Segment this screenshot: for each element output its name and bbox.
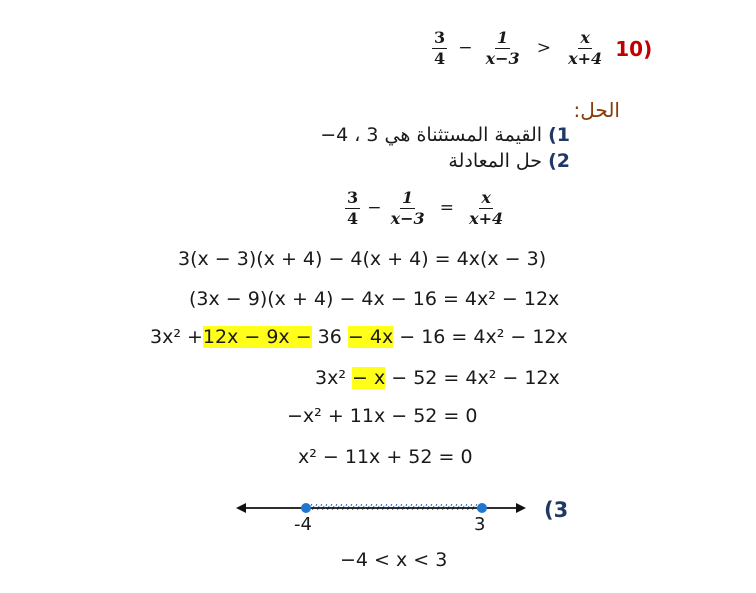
step-2 [448, 150, 570, 172]
step-1-text: القيمة المستثناة هي 3 ، 4− [320, 124, 543, 146]
minus-sign: − [458, 38, 473, 58]
step-2-number: 2) [548, 150, 570, 172]
line3-part-3: 36 [311, 326, 348, 348]
step-3-number: (3 [544, 498, 569, 522]
final-answer: −4 < x < 3 [340, 549, 448, 571]
algebra-line-2: (3x − 9)(x + 4) − 4x − 16 = 4x² − 12x [189, 288, 560, 310]
algebra-line-6: x² − 11x + 52 = 0 [298, 446, 473, 468]
line4-part-3: − 52 = 4x² − 12x [385, 367, 560, 389]
fraction-1-x-3: $\frac{1}{x-3}$ [485, 28, 520, 68]
eq-fraction-x-x4: $\frac{x}{x+4}$ [469, 188, 504, 228]
line3-part-5: − 16 = 4x² − 12x [393, 326, 568, 348]
number-line-left-label: -4 [294, 514, 312, 535]
number-line-right-label: 3 [474, 514, 486, 535]
greater-than-sign: > [536, 38, 551, 58]
right-arrow-icon [516, 503, 526, 513]
algebra-line-5: −x² + 11x − 52 = 0 [287, 405, 478, 427]
problem-number: 10) [615, 36, 653, 61]
line3-highlight-2: − 4x [347, 326, 394, 348]
line3-highlight-1: 12x − 9x − [202, 326, 312, 348]
fraction-x-x4: $\frac{x}{x+4}$ [568, 28, 603, 68]
algebra-line-4 [315, 367, 560, 389]
line3-part-1: 3x² + [150, 326, 203, 348]
left-arrow-icon [236, 503, 246, 513]
algebra-line-1: 3(x − 3)(x + 4) − 4(x + 4) = 4x(x − 3) [178, 248, 547, 270]
point-minus-4 [301, 503, 311, 513]
step-1 [320, 124, 570, 146]
line4-part-1: 3x² [315, 367, 352, 389]
eq-minus-sign: − [367, 198, 382, 218]
fraction-3-4: $\frac{3}{4}$ [434, 28, 446, 68]
step-2-text: حل المعادلة [448, 150, 543, 172]
algebra-line-3 [150, 326, 568, 348]
eq-fraction-3-4: $\frac{3}{4}$ [347, 188, 359, 228]
problem-statement [432, 28, 652, 69]
equation [345, 188, 505, 229]
line4-highlight: − x [352, 367, 386, 389]
solution-heading: الحل: [573, 98, 620, 122]
point-3 [477, 503, 487, 513]
eq-equals-sign: = [439, 198, 454, 218]
step-1-number: 1) [548, 124, 570, 146]
eq-fraction-1-x-3: $\frac{1}{x-3}$ [390, 188, 425, 228]
shaded-interval [306, 504, 482, 510]
